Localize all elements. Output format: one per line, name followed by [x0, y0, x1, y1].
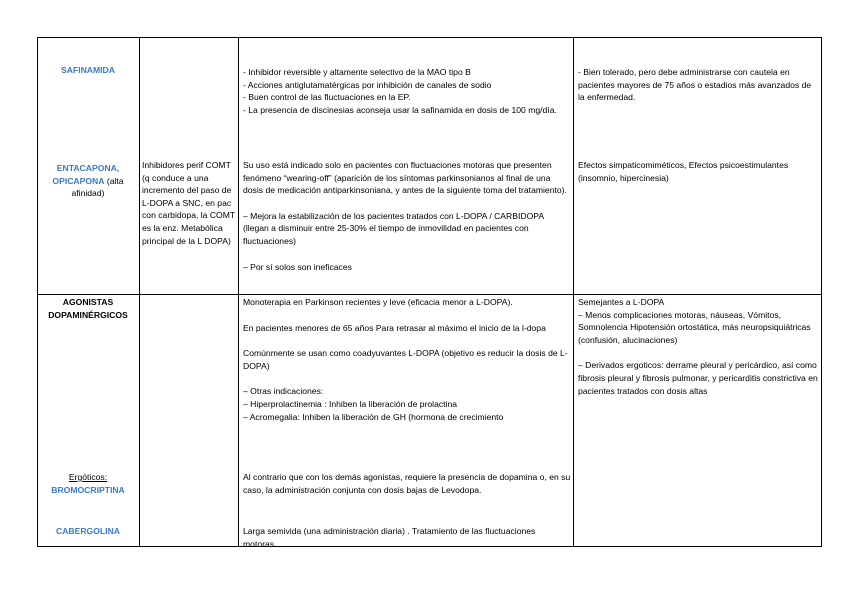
column-divider [238, 38, 239, 546]
safinamida-effects: - Bien tolerado, pero debe administrarse con cautela en pacientes mayores de 75 años o estadios más avanzados de la enfermedad. [578, 67, 812, 103]
ergoticos-label: Ergóticos: BROMOCRIPTINA [51, 472, 125, 495]
bromocriptina-text: Al contrario que con los demás agonistas, requiere la presencia de dopamina o, en su caso, la administración conjunta con dosis bajas de Levodopa. [243, 472, 571, 495]
entacapona-indication: Su uso está indicado solo en pacientes con fluctuaciones motoras que presenten fenómeno “wearing-off” (aparición de los síntomas parkinsonianos al final de una dosis de medicación antiparkinsoniana, y antes de la siguiente toma del tratamiento). – Mejora la estabilización de los pacientes tratados con L-DOPA / CARBIDOPA (llegan a disminuir entre 25-30% el tiempo de inmovilidad en pacientes con fluctuaciones) – Por sí solos son ineficaces [243, 160, 567, 272]
cabergolina-name: CABERGOLINA [56, 526, 120, 536]
safinamida-mechanism: - Inhibidor reversible y altamente selectivo de la MAO tipo B - Acciones antiglutamatérgicas por inhibición de canales de sodio - Buen control de las fluctuaciones en la EP. - La presencia de discinesias aconseja usar la safinamida en dosis de 100 mg/día. [243, 67, 557, 115]
cabergolina-text: Larga semivida (una administración diaria) . Tratamiento de las fluctuaciones motoras. [243, 526, 536, 549]
safinamida-name: SAFINAMIDA [61, 65, 115, 75]
entacapona-effects: Efectos simpaticomiméticos, Efectos psicoestimulantes (insomnio, hipercinesia) [578, 160, 789, 183]
agonistas-effects: Semejantes a L-DOPA – Menos complicaciones motoras, náuseas, Vómitos, Somnolencia Hipotensión ortostática, más neuropsiquiátricas (confusión, alucinaciones) – Derivados ergoticos: derrame pleural y pericárdico, así como fibrosis pleural y fibrosis pulmonar, y pericarditis constrictiva en pacientes tratados con dosis altas [578, 297, 818, 396]
row-divider [38, 294, 821, 295]
agonistas-title: AGONISTAS DOPAMINÉRGICOS [48, 297, 128, 320]
entacapona-name: ENTACAPONA, OPICAPONA (alta afinidad) [52, 163, 124, 199]
column-divider [573, 38, 574, 546]
agonistas-indications: Monoterapia en Parkinson recientes y leve (eficacia menor a L-DOPA). En pacientes menores de 65 años Para retrasar al máximo el inicio de la l-dopa Comúnmente se usan como coadyuvantes L-DOPA (objetivo es reducir la dosis de L- DOPA) – Otras indicaciones: – Hiperprolactinemia : Inhiben la liberación de prolactina – Acromegalia: Inhiben la liberación de GH (hormona de crecimiento [243, 297, 568, 422]
comt-inhibitors-group: Inhibidores perif COMT (q conduce a una incremento del paso de L-DOPA a SNC, en pac con carbidopa, la COMT es la enz. Metabólica principal de la L DOPA) [142, 160, 235, 246]
column-divider [139, 38, 140, 546]
